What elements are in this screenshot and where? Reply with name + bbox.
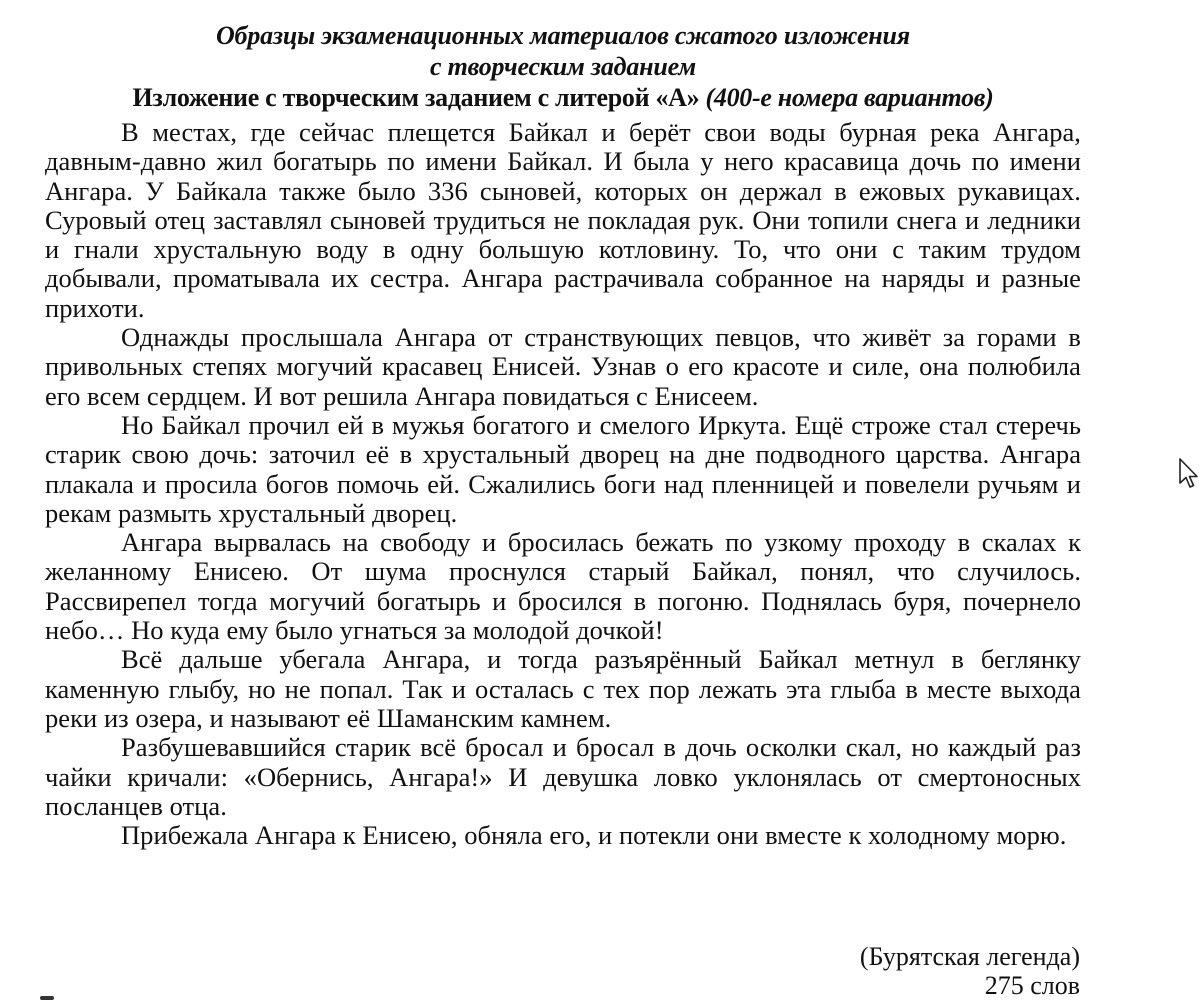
paragraph-1: В местах, где сейчас плещется Байкал и берёт свои воды бурная река Ангара, давным-давно жил богатырь по имени Байкал. И была у него красавица дочь по имени Ангара. У Байкала также было 336 сыновей, которых он держал в ежовых рукавицах. Суровый отец заставлял сыновей трудиться не покладая рук. Они топили снега и ледники и гнали хрустальную воду в одну большую котловину. То, что они с таким трудом добывали, проматывала их сестра. Ангара растрачивала собранное на наряды и разные прихоти. — [45, 117, 1081, 323]
subtitle-variants: (400-е номера вариантов) — [705, 83, 994, 112]
page-edge-mark — [40, 996, 54, 1000]
paragraph-5: Всё дальше убегала Ангара, и тогда разъярённый Байкал метнул в беглянку каменную глыбу, но не попал. Так и осталась с тех пор лежать эта глыба в месте выхода реки из озера, и называют её Шаманским камнем. — [45, 644, 1081, 733]
subtitle-main: Изложение с творческим заданием с литерой «А» — [132, 83, 706, 112]
paragraph-4: Ангара вырвалась на свободу и бросилась бежать по узкому проходу в скалах к желанному Енисею. От шума проснулся старый Байкал, понял, что случилось. Рассвирепел тогда могучий богатырь и бросился в погоню. Поднялась буря, почернело небо… Но куда ему было угнаться за молодой дочкой! — [45, 527, 1081, 646]
document-heading — [40, 20, 1086, 114]
title-line-2: с творческим заданием — [430, 52, 696, 81]
source-label: (Бурятская легенда) — [859, 942, 1080, 971]
paragraph-2: Однажды прослышала Ангара от странствующих певцов, что живёт за горами в привольных степях могучий красавец Енисей. Узнав о его красоте и силе, она полюбила его всем сердцем. И вот решила Ангара повидаться с Енисеем. — [45, 322, 1081, 411]
story-text — [45, 118, 1081, 850]
paragraph-7: Прибежала Ангара к Енисею, обняла его, и потекли они вместе к холодному морю. — [121, 820, 1067, 851]
paragraph-3: Но Байкал прочил ей в мужья богатого и смелого Иркута. Ещё строже стал стеречь старик свою дочь: заточил её в хрустальный дворец на дне подводного царства. Ангара плакала и просила богов помочь ей. Сжалились боги над пленницей и повелели ручьям и рекам размыть хрустальный дворец. — [45, 409, 1081, 528]
source-attribution — [860, 942, 1080, 1000]
subtitle — [40, 82, 1086, 114]
paragraph-6: Разбушевавшийся старик всё бросал и бросал в дочь осколки скал, но каждый раз чайки кричали: «Обернись, Ангара!» И девушка ловко уклонялась от смертоносных посланцев отца. — [45, 732, 1081, 821]
mouse-pointer-icon — [1178, 458, 1200, 490]
word-count: 275 слов — [984, 971, 1080, 1000]
title-line-1: Образцы экзаменационных материалов сжатого изложения — [215, 21, 910, 50]
